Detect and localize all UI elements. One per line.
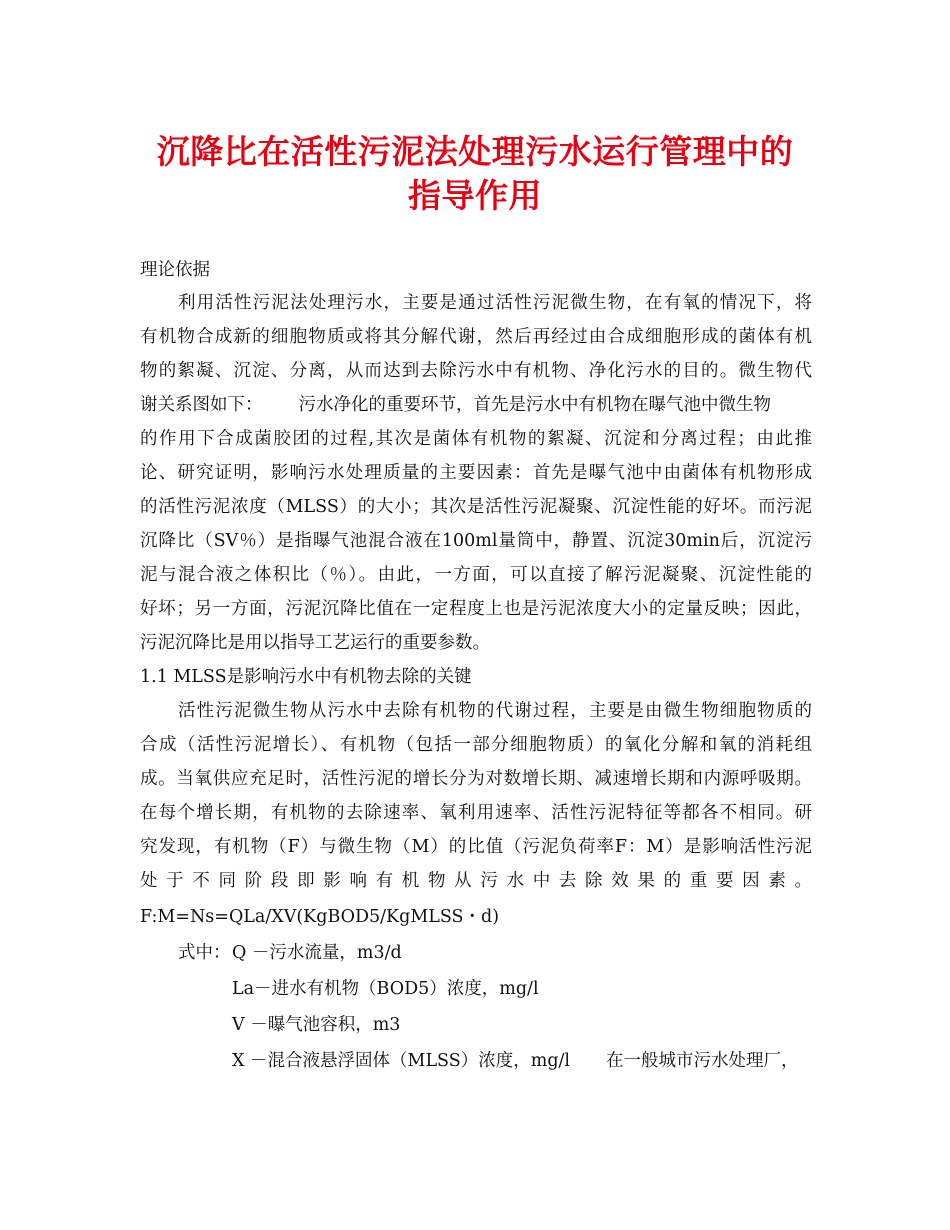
paragraph-line: 究发现，有机物（F）与微生物（M）的比值（污泥负荷率F：M）是影响活性污泥 [140, 837, 812, 857]
document-title-line-2: 指导作用 [408, 176, 542, 215]
paragraph-line: 论、研究证明，影响污水处理质量的主要因素：首先是曝气池中由菌体有机物形成 [140, 463, 812, 483]
paragraph-line: 污泥沉降比是用以指导工艺运行的重要参数。 [140, 633, 490, 653]
paragraph-line: 利用活性污泥法处理污水，主要是通过活性污泥微生物，在有氧的情况下，将 [178, 293, 812, 313]
paragraph-line: 处于不同阶段即影响有机物从污水中去除效果的重要因素。 [140, 871, 812, 891]
paragraph-line: 成。当氧供应充足时，活性污泥的增长分为对数增长期、减速增长期和内源呼吸期。 [140, 769, 812, 789]
paragraph-line: 的活性污泥浓度（MLSS）的大小；其次是活性污泥凝聚、沉淀性能的好坏。而污泥 [140, 497, 812, 517]
document-title-line-1: 沉降比在活性污泥法处理污水运行管理中的 [156, 132, 794, 171]
section-heading: 理论依据 [140, 260, 210, 280]
formula: F:M=Ns=QLa/XV(KgBOD5/KgMLSS・d) [140, 907, 500, 927]
paragraph-line: 活性污泥微生物从污水中去除有机物的代谢过程，主要是由微生物细胞物质的 [178, 701, 812, 721]
paragraph-line: 好坏；另一方面，污泥沉降比值在一定程度上也是污泥浓度大小的定量反映；因此， [140, 599, 812, 619]
variable-definition: La－进水有机物（BOD5）浓度，mg/l [232, 979, 539, 999]
paragraph-line: 泥与混合液之体积比（％）。由此，一方面，可以直接了解污泥凝聚、沉淀性能的 [140, 565, 812, 585]
paragraph-line: 有机物合成新的细胞物质或将其分解代谢，然后再经过由合成细胞形成的菌体有机 [140, 327, 812, 347]
paragraph-segment: 谢关系图如下： [140, 395, 263, 415]
paragraph-line: 的作用下合成菌胶团的过程,其次是菌体有机物的絮凝、沉淀和分离过程；由此推 [140, 429, 812, 449]
trailing-text: 在一般城市污水处理厂， [606, 1051, 799, 1071]
paragraph-line [140, 390, 812, 420]
variable-definition: V －曝气池容积，m3 [232, 1015, 401, 1035]
paragraph-line: 合成（活性污泥增长）、有机物（包括一部分细胞物质）的氧化分解和氧的消耗组 [140, 735, 812, 755]
paragraph-segment: 污水净化的重要环节，首先是污水中有机物在曝气池中微生物 [298, 395, 771, 415]
where-label: 式中： [178, 943, 231, 963]
variable-segment: X －混合液悬浮固体（MLSS）浓度，mg/l [232, 1051, 571, 1071]
variable-definition [232, 1046, 799, 1076]
variable-definition: Q －污水流量，m3/d [232, 943, 402, 963]
paragraph-line: 沉降比（SV％）是指曝气池混合液在100ml量筒中，静置、沉淀30min后，沉淀污 [140, 531, 812, 551]
paragraph-line: 在每个增长期，有机物的去除速率、氧利用速率、活性污泥特征等都各不相同。研 [140, 803, 812, 823]
subsection-heading: 1.1 MLSS是影响污水中有机物去除的关键 [140, 667, 472, 687]
paragraph-line: 物的絮凝、沉淀、分离，从而达到去除污水中有机物、净化污水的目的。微生物代 [140, 361, 812, 381]
